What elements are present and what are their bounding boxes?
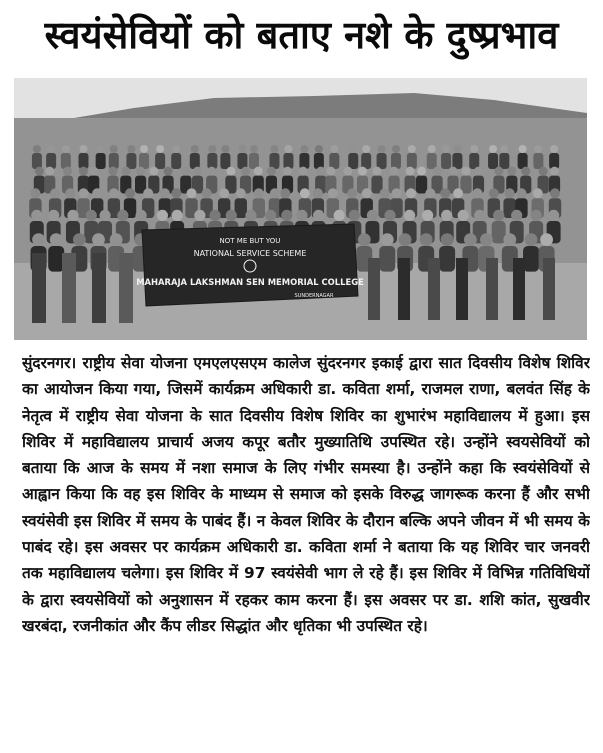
crowd-person-head xyxy=(50,188,60,198)
crowd-person-head xyxy=(30,188,40,198)
crowd-person-head xyxy=(453,145,461,153)
crowd-person-head xyxy=(265,210,276,221)
crowd-person-head xyxy=(48,210,59,221)
crowd-person-body xyxy=(407,153,417,169)
crowd-person-head xyxy=(65,188,75,198)
crowd-person-head xyxy=(136,210,147,221)
crowd-person-body xyxy=(427,153,437,169)
crowd-person-head xyxy=(245,210,256,221)
standing-person-body xyxy=(486,258,498,320)
crowd-person-head xyxy=(254,167,263,176)
crowd-person-body xyxy=(299,153,309,169)
crowd-person-head xyxy=(425,188,435,198)
crowd-person-head xyxy=(500,145,508,153)
crowd-person-body xyxy=(549,153,559,169)
crowd-person-head xyxy=(440,188,450,198)
crowd-person-head xyxy=(89,167,98,176)
crowd-person-head xyxy=(462,167,471,176)
crowd-person-body xyxy=(46,153,56,169)
crowd-person-head xyxy=(519,145,527,153)
crowd-person-head xyxy=(299,167,308,176)
crowd-person-head xyxy=(156,145,164,153)
crowd-person-head xyxy=(453,188,463,198)
crowd-person-head xyxy=(489,188,499,198)
crowd-person-head xyxy=(109,188,119,198)
crowd-person-body xyxy=(139,153,149,169)
banner-line-1: NOT ME BUT YOU xyxy=(219,237,281,245)
crowd-person-head xyxy=(367,210,378,221)
crowd-person-head xyxy=(358,167,367,176)
standing-person-body xyxy=(32,253,46,323)
crowd-person-head xyxy=(330,145,338,153)
crowd-person-head xyxy=(474,167,483,176)
crowd-person-head xyxy=(236,188,246,198)
group-photo-graphic xyxy=(14,78,587,340)
crowd-person-body xyxy=(439,246,455,272)
crowd-person-head xyxy=(121,167,130,176)
crowd-person-head xyxy=(449,167,458,176)
crowd-person-head xyxy=(110,233,123,246)
crowd-person-head xyxy=(548,210,559,221)
crowd-person-head xyxy=(441,233,454,246)
crowd-person-head xyxy=(550,167,559,176)
crowd-person-head xyxy=(442,145,450,153)
crowd-person-head xyxy=(32,233,45,246)
crowd-person-head xyxy=(109,167,118,176)
crowd-person-head xyxy=(362,188,372,198)
crowd-person-head xyxy=(280,188,290,198)
crowd-person-head xyxy=(62,145,70,153)
crowd-person-head xyxy=(406,167,415,176)
crowd-person-head xyxy=(296,210,307,221)
crowd-person-head xyxy=(474,210,485,221)
crowd-person-body xyxy=(361,153,371,169)
crowd-person-body xyxy=(499,153,509,169)
crowd-person-head xyxy=(270,188,280,198)
crowd-person-head xyxy=(313,188,323,198)
crowd-person-head xyxy=(392,145,400,153)
crowd-person-body xyxy=(269,153,279,169)
crowd-person-body xyxy=(348,153,358,169)
crowd-person-head xyxy=(226,210,237,221)
crowd-person-head xyxy=(254,188,264,198)
crowd-person-head xyxy=(390,167,399,176)
crowd-person-head xyxy=(362,145,370,153)
crowd-person-head xyxy=(505,188,515,198)
crowd-person-head xyxy=(181,167,190,176)
crowd-person-head xyxy=(473,188,483,198)
group-photo xyxy=(14,78,587,340)
standing-person-body xyxy=(428,258,440,320)
crowd-person-head xyxy=(511,210,522,221)
crowd-person-head xyxy=(97,145,105,153)
crowd-person-head xyxy=(172,210,183,221)
crowd-person-head xyxy=(417,167,426,176)
crowd-person-head xyxy=(140,145,148,153)
crowd-person-head xyxy=(172,145,180,153)
crowd-person-body xyxy=(109,153,119,169)
banner-line-2: NATIONAL SERVICE SCHEME xyxy=(193,249,307,258)
crowd-person-head xyxy=(313,210,324,221)
crowd-person-body xyxy=(220,153,230,169)
crowd-person-body xyxy=(249,153,259,169)
crowd-person-head xyxy=(171,188,181,198)
banner-line-3: MAHARAJA LAKSHMAN SEN MEMORIAL COLLEGE xyxy=(136,277,364,287)
standing-person-body xyxy=(456,258,468,320)
crowd-person-head xyxy=(67,210,78,221)
crowd-person-head xyxy=(550,188,560,198)
crowd-person-body xyxy=(126,153,136,169)
crowd-person-head xyxy=(143,188,153,198)
crowd-person-head xyxy=(92,188,102,198)
crowd-person-body xyxy=(190,153,200,169)
crowd-person-head xyxy=(550,145,558,153)
crowd-person-head xyxy=(534,145,542,153)
crowd-person-head xyxy=(219,188,229,198)
crowd-person-body xyxy=(377,153,387,169)
standing-person-body xyxy=(513,258,525,320)
crowd-person-head xyxy=(136,167,145,176)
crowd-person-head xyxy=(531,210,542,221)
crowd-person-head xyxy=(164,167,173,176)
crowd-person-head xyxy=(433,167,442,176)
crowd-person-body xyxy=(469,153,479,169)
crowd-person-head xyxy=(110,145,118,153)
crowd-person-body xyxy=(441,153,451,169)
crowd-person-head xyxy=(408,145,416,153)
crowd-person-head xyxy=(99,210,110,221)
crowd-person-head xyxy=(79,188,89,198)
crowd-person-head xyxy=(420,233,433,246)
standing-person-body xyxy=(92,253,106,323)
crowd-person-head xyxy=(149,167,158,176)
crowd-person-head xyxy=(187,188,197,198)
crowd-person-head xyxy=(525,233,538,246)
crowd-person-head xyxy=(283,167,292,176)
crowd-person-head xyxy=(193,167,202,176)
crowd-person-head xyxy=(441,210,452,221)
crowd-person-head xyxy=(521,167,530,176)
crowd-person-head xyxy=(47,145,55,153)
crowd-person-head xyxy=(208,145,216,153)
crowd-person-head xyxy=(202,188,212,198)
crowd-person-head xyxy=(381,233,394,246)
crowd-person-head xyxy=(349,210,360,221)
crowd-person-head xyxy=(33,145,41,153)
crowd-person-head xyxy=(540,233,553,246)
crowd-person-head xyxy=(404,210,415,221)
crowd-person-head xyxy=(35,167,44,176)
crowd-person-head xyxy=(127,145,135,153)
crowd-person-head xyxy=(316,167,325,176)
crowd-person-head xyxy=(399,233,412,246)
crowd-person-head xyxy=(470,145,478,153)
crowd-person-head xyxy=(86,210,97,221)
crowd-person-head xyxy=(281,210,292,221)
photo-banner xyxy=(136,224,364,306)
crowd-person-head xyxy=(241,167,250,176)
standing-person-body xyxy=(62,253,76,323)
crowd-person-head xyxy=(428,145,436,153)
crowd-person-head xyxy=(464,233,477,246)
crowd-person-body xyxy=(379,246,395,272)
crowd-person-body xyxy=(533,153,543,169)
crowd-person-head xyxy=(117,210,128,221)
crowd-person-head xyxy=(349,145,357,153)
crowd-person-head xyxy=(516,188,526,198)
crowd-person-head xyxy=(480,233,493,246)
crowd-person-head xyxy=(384,210,395,221)
standing-person-body xyxy=(398,258,410,320)
crowd-person-body xyxy=(78,153,88,169)
crowd-person-head xyxy=(406,188,416,198)
crowd-person-head xyxy=(326,167,335,176)
crowd-person-head xyxy=(489,145,497,153)
crowd-person-head xyxy=(494,167,503,176)
article-body: सुंदरनगर। राष्ट्रीय सेवा योजना एमएलएसएम कालेज सुंदरनगर इकाई द्वारा सात दिवसीय विशेष शिविर का आयोजन किया गया, जिसमें कार्यक्रम अधिकारी डा. कविता शर्मा, राजमल राणा, बलवंत सिंह के नेतृत्व में राष्ट्रीय सेवा योजना के सात दिवसीय विशेष शिविर का शुभारंभ महाविद्यालय में हुआ। इस शिविर में महाविद्यालय प्राचार्य अजय कपूर बतौर मुख्यातिथि उपस्थित रहे। उन्होंने स्वयसेवियों को बताया कि आज के समय में नशा समाज के लिए गंभीर समस्या है। उन्होंने कहा कि स्वयंसेवियों से आह्वान किया कि वह इस शिविर के माध्यम से समाज को इसके विरुद्ध जागरूक करना हैं और सभी स्वयंसेवी इस शिविर में समय के पाबंद हैं। न केवल शिविर के दौरान बल्कि अपने जीवन में भी समय के पाबंद रहे। इस अवसर पर कार्यक्रम अधिकारी डा. कविता शर्मा ने बताया कि यह शिविर चार जनवरी तक महाविद्यालय चलेगा। इस शिविर में 97 स्वयंसेवी भाग ले रहे हैं। इस शिविर में विभिन्न गतिविधियों के द्वारा स्वयसेवियों को अनुशासन में रहकर काम करना हैं। इस अवसर पर डा. शशि कांत, सुखवीर खरबंदा, रजनीकांत और कैंप लीडर सिद्धांत और धृतिका भी उपस्थित रहे। xyxy=(22,354,590,635)
crowd-person-head xyxy=(45,167,54,176)
crowd-person-body xyxy=(488,153,498,169)
crowd-person-head xyxy=(207,167,216,176)
crowd-person-body xyxy=(518,153,528,169)
crowd-person-head xyxy=(315,145,323,153)
crowd-person-head xyxy=(191,145,199,153)
crowd-person-head xyxy=(125,188,135,198)
crowd-person-head xyxy=(373,167,382,176)
crowd-person-head xyxy=(157,210,168,221)
crowd-person-head xyxy=(92,233,105,246)
crowd-person-body xyxy=(283,153,293,169)
crowd-person-head xyxy=(79,167,88,176)
crowd-person-head xyxy=(533,188,543,198)
crowd-person-head xyxy=(79,145,87,153)
crowd-person-head xyxy=(300,188,310,198)
crowd-person-body xyxy=(32,153,42,169)
crowd-person-body xyxy=(155,153,165,169)
crowd-person-head xyxy=(160,188,170,198)
banner-line-4: SUNDERNAGAR xyxy=(294,293,334,299)
crowd-person-head xyxy=(50,233,63,246)
standing-person-body xyxy=(368,258,380,320)
crowd-person-head xyxy=(392,188,402,198)
crowd-person-head xyxy=(380,188,390,198)
crowd-person-head xyxy=(73,233,86,246)
crowd-person-head xyxy=(226,167,235,176)
crowd-person-head xyxy=(422,210,433,221)
crowd-person-head xyxy=(378,145,386,153)
crowd-person-head xyxy=(503,233,516,246)
crowd-person-body xyxy=(61,153,71,169)
crowd-person-body xyxy=(171,153,181,169)
crowd-person-head xyxy=(458,210,469,221)
crowd-person-head xyxy=(221,145,229,153)
crowd-person-head xyxy=(358,233,371,246)
crowd-person-head xyxy=(238,145,246,153)
crowd-person-head xyxy=(31,210,42,221)
crowd-person-body xyxy=(452,153,462,169)
crowd-person-head xyxy=(507,167,516,176)
crowd-person-head xyxy=(270,145,278,153)
crowd-person-body xyxy=(48,246,64,272)
crowd-person-head xyxy=(328,188,338,198)
crowd-person-body xyxy=(237,153,247,169)
standing-person-body xyxy=(543,258,555,320)
crowd-person-head xyxy=(267,167,276,176)
crowd-person-head xyxy=(539,167,548,176)
crowd-person-head xyxy=(209,210,220,221)
crowd-person-head xyxy=(343,167,352,176)
crowd-person-head xyxy=(194,210,205,221)
crowd-person-body xyxy=(96,153,106,169)
crowd-person-head xyxy=(347,188,357,198)
crowd-person-head xyxy=(334,210,345,221)
crowd-person-body xyxy=(314,153,324,169)
crowd-person-body xyxy=(329,153,339,169)
headline: स्वयंसेवियों को बताए नशे के दुष्प्रभाव xyxy=(44,13,559,57)
crowd-person-head xyxy=(300,145,308,153)
standing-person-body xyxy=(119,253,133,323)
crowd-person-body xyxy=(207,153,217,169)
crowd-person-head xyxy=(284,145,292,153)
crowd-person-body xyxy=(523,246,539,272)
crowd-person-head xyxy=(250,145,258,153)
crowd-person-body xyxy=(416,176,427,194)
crowd-person-head xyxy=(63,167,72,176)
crowd-person-body xyxy=(391,153,401,169)
crowd-person-head xyxy=(493,210,504,221)
